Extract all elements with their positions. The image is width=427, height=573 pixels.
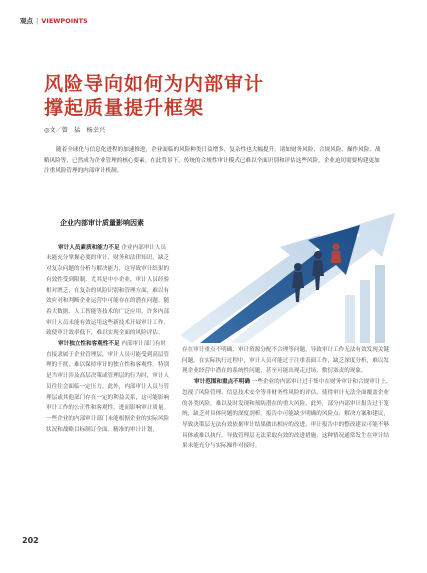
- bar: [345, 295, 355, 343]
- section-heading: 企业内部审计质量影响因素: [60, 219, 144, 227]
- paragraph: [46, 243, 171, 339]
- right-column: [182, 345, 392, 452]
- bar: [375, 265, 385, 343]
- byline: ◎文／曾 猛 杨幸兴: [44, 127, 106, 134]
- paragraph: [182, 377, 392, 452]
- page-number: 202: [22, 536, 39, 545]
- paragraph-body: 一些企业的内部审计过于集中在财务审计和合规审计上，忽视了风险管理、信息技术安全等非财务性风险的评估，使得审计无法全面覆盖企业的各类风险，难以及时发现和预防潜在的重大风险。此外，部分内部审计报告过于笼统，缺乏对具体问题的深度剖析。报告中可能缺少明确的风险点、解决方案和建议，导致决策层无法有效依据审计结果做出相应的改进。审计报告中的整改建议可能不够具体或难以执行，导致管理层无法采取有效的改进措施，这种情况通常发生在审计结果未能充分与实际操作对接时。: [182, 379, 392, 450]
- section-label: 观点: [20, 17, 33, 25]
- paragraph-body: 企业内部审计人员未能充分掌握必要的审计、财务和法律知识，缺乏对复杂问题的分析与解决能力，这导致审计结果的有效性受到限制。尤其是中小企业，审计人员经验相对匮乏，在复杂的风险识别和管理方面，难以有效应对和判断企业运营中可能存在的潜在问题。随着大数据、人工智能等技术的广泛应用，许多内部审计人员未能有效运用这些新技术开展审计工作，致使审计效率低下，难以实现全面的风险评估。: [46, 244, 170, 337]
- bar: [360, 280, 370, 343]
- header-divider: |: [36, 17, 39, 25]
- abstract: 随着全球化与信息化进程的加速推进，企业面临的风险种类日益增多，复杂性也大幅提升。诸如财务风险、合规风险、操作风险、战略风险等，已然成为企业管理的核心要素。在此背景下，传统的合规性审计模式已难以全面识别和评估这些风险，企业迫切需要构建更加注重风险管理的内部审计机制。: [44, 147, 381, 174]
- title-line-2: 撑起质量提升框架: [44, 97, 205, 119]
- paragraph-lead: 审计独立性和客观性不足: [58, 341, 120, 348]
- section-label-en: VIEWPOINTS: [41, 17, 88, 25]
- hero-illustration: [170, 195, 405, 343]
- left-column: [46, 218, 171, 435]
- paragraph: 存在审计重点不明确、审计资源分配不合理等问题，导致审计工作无法有效发现关键问题。在实际执行过程中，审计人员可能过于注重表面工作，缺乏深度分析，难以发现企业经营中潜在的系统性问题，甚至可能出现走过场、敷衍塞责的现象。: [182, 347, 389, 375]
- main-arrow: [200, 225, 360, 343]
- paragraph: [46, 339, 171, 435]
- paragraph-lead: 审计范围和重点不明确: [194, 379, 250, 386]
- section-header: [20, 16, 88, 25]
- article-title: [44, 72, 264, 120]
- paragraph-body: 内部审计部门有时直接隶属于企业管理层，审计人员可能受到高层管理的干扰，难以保持审计的独立性和客观性。特别是当审计涉及高层决策或管理层的行为时，审计人员往往会面临一定压力。此外，内部审计人员与管理层或其他部门存在一定的利益关系，这可能影响审计工作的公正性和客观性，进而影响审计质量。一些企业的内部审计部门未能根据企业的实际风险状况和战略目标制订全面、精准的审计计划，: [46, 341, 170, 433]
- paragraph-lead: 审计人员素质和能力不足: [58, 244, 120, 251]
- title-line-1: 风险导向如何为内部审计: [44, 73, 265, 95]
